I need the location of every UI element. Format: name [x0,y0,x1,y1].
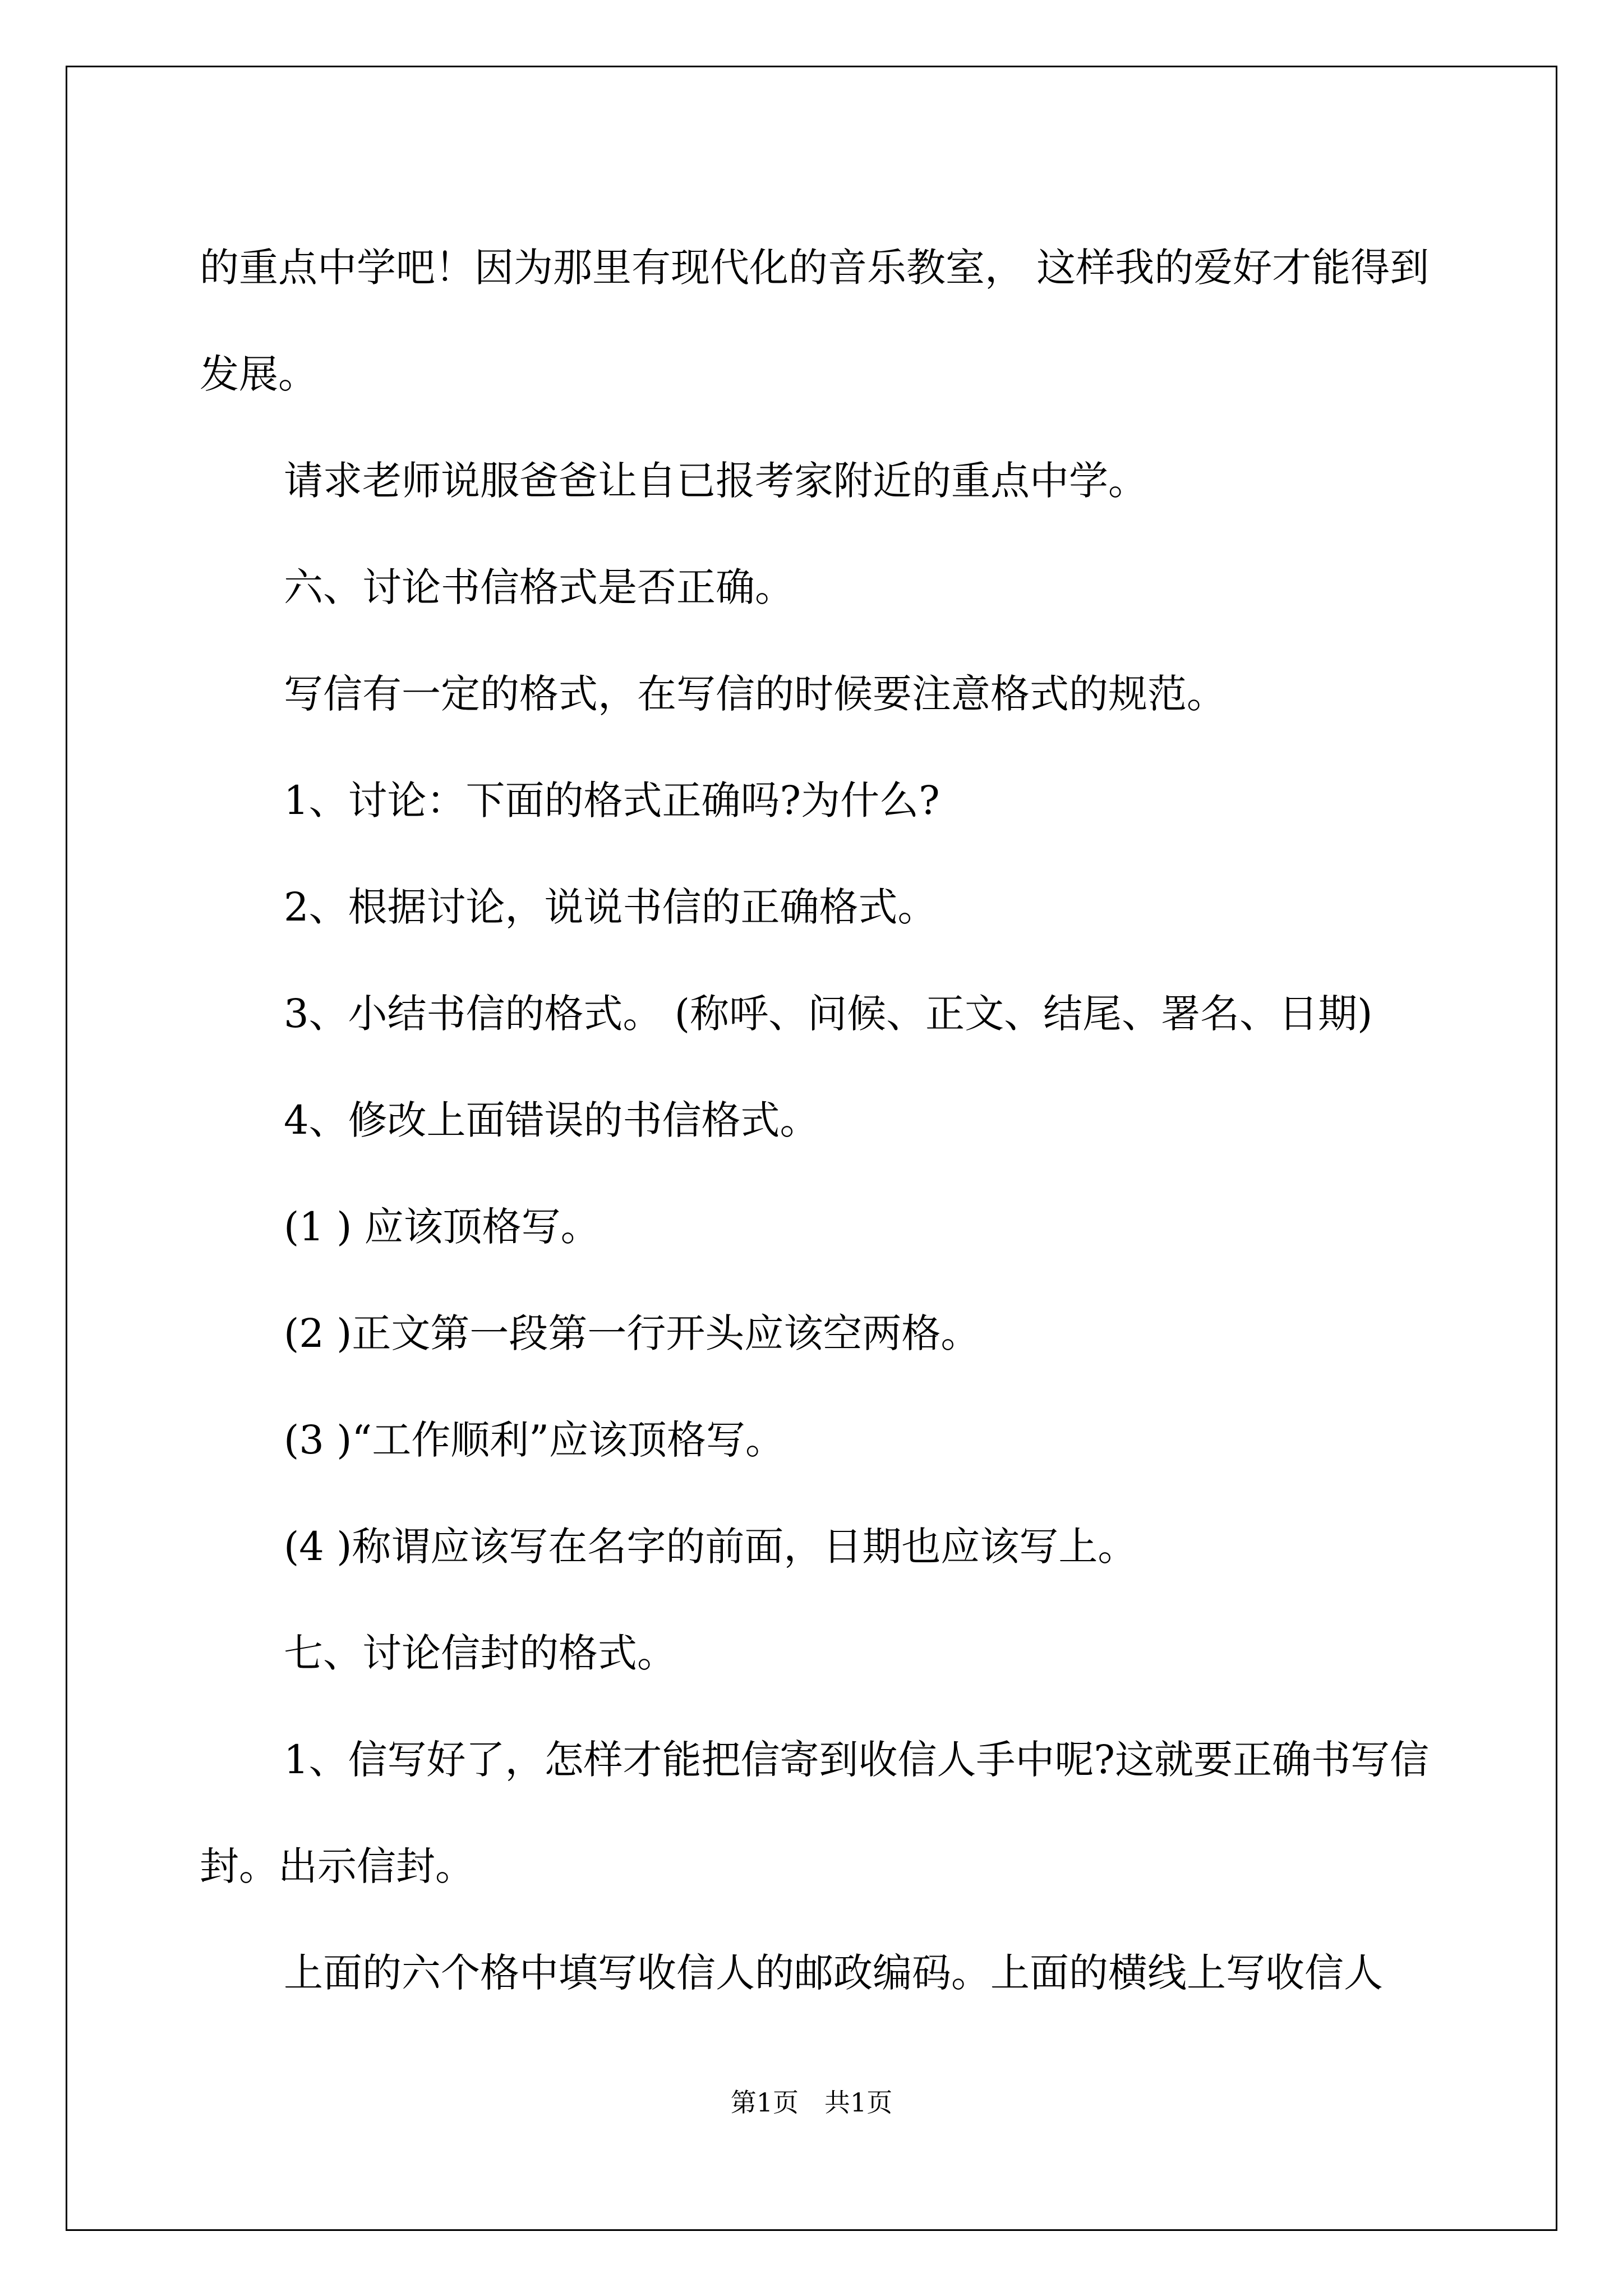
page-footer [0,2086,1623,2119]
paragraph-14: 1、信写好了，怎样才能把信寄到收信人手中呢?这就要正确书写信封。出示信封。 [200,1737,1430,1889]
paragraph-15: 上面的六个格中填写收信人的邮政编码。上面的横线上写收信人 [284,1950,1383,1996]
paragraph-12: (4 )称谓应该写在名字的前面，日期也应该写上。 [284,1524,1137,1570]
paragraph-1: 的重点中学吧！因为那里有现代化的音乐教室， 这样我的爱好才能得到发展。 [200,245,1430,397]
paragraph-11: (3 )“工作顺利”应该顶格写。 [284,1417,785,1463]
page-number-label: 第1页 共1页 [730,2087,893,2118]
paragraph-9: (1 ) 应该顶格写。 [284,1204,600,1250]
paragraph-8: 4、修改上面错误的书信格式。 [284,1097,819,1143]
paragraph-5: 1、讨论：下面的格式正确吗?为什么? [284,777,940,823]
paragraph-4: 写信有一定的格式，在写信的时候要注意格式的规范。 [284,671,1226,717]
paragraph-13: 七、讨论信封的格式。 [284,1630,676,1676]
paragraph-6: 2、根据讨论，说说书信的正确格式。 [284,884,937,930]
paragraph-3: 六、讨论书信格式是否正确。 [284,564,794,610]
paragraph-10: (2 )正文第一段第一行开头应该空两格。 [284,1310,980,1356]
paragraph-2: 请求老师说服爸爸让自已报考家附近的重点中学。 [284,458,1147,504]
paragraph-7: 3、小结书信的格式。 (称呼、问候、正文、结尾、署名、日期) [284,991,1373,1037]
document-body [200,214,1433,2026]
